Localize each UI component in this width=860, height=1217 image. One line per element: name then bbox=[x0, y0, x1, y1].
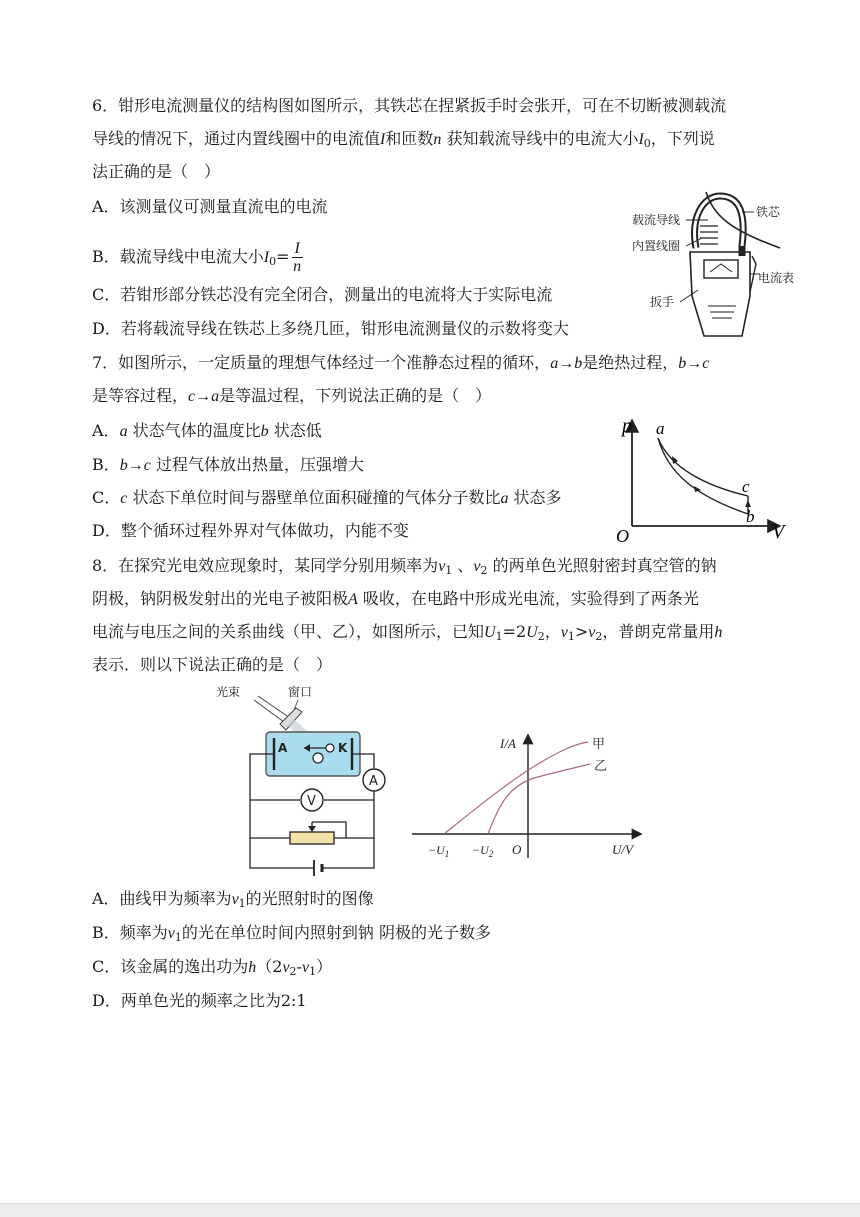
q7-option-c bbox=[92, 487, 562, 510]
q7-option-b bbox=[92, 454, 364, 477]
var-nu1: ν bbox=[301, 959, 310, 976]
q8-option-c bbox=[92, 956, 332, 983]
label-anode: A bbox=[278, 741, 288, 755]
var-nu1: ν bbox=[560, 624, 568, 641]
label-cathode: K bbox=[338, 741, 348, 755]
label-window: 窗口 bbox=[288, 685, 313, 699]
q8-text: 的光在单位时间内照射到钠 阴极的光子数多 bbox=[181, 923, 491, 942]
var-u1: U bbox=[484, 624, 496, 641]
q8-text: C．该金属的逸出功为 bbox=[92, 957, 249, 976]
var-b: b bbox=[260, 423, 269, 440]
q7-text: B． bbox=[92, 455, 120, 474]
var-u2: U bbox=[526, 624, 538, 641]
pv-point-c: c bbox=[742, 477, 750, 496]
label-curve-jia: 甲 bbox=[592, 737, 606, 752]
q7-text: C． bbox=[92, 488, 121, 507]
pv-origin: O bbox=[616, 526, 629, 546]
ammeter-label: A bbox=[369, 774, 378, 789]
q8-text: 的光照射时的图像 bbox=[245, 889, 374, 908]
page-bottom-strip bbox=[0, 1203, 860, 1217]
pv-label-p: p bbox=[622, 415, 632, 437]
pv-point-b: b bbox=[746, 507, 755, 526]
q6-option-c: C．若钳形部分铁芯没有完全闭合，测量出的电流将大于实际电流 bbox=[92, 285, 553, 304]
var-a: a bbox=[119, 423, 128, 440]
var-I: I bbox=[380, 131, 386, 148]
q6-text: 和匝数 bbox=[385, 129, 434, 148]
q8-text: 吸收，在电路中形成光电流，实验得到了两条光 bbox=[357, 589, 699, 608]
var-I0: I bbox=[263, 249, 270, 266]
q8-text: 电流与电压之间的关系曲线（甲、乙），如图所示，已知 bbox=[92, 622, 485, 641]
iu-graph bbox=[408, 730, 648, 862]
var-n: n bbox=[433, 131, 442, 148]
subscript: 0 bbox=[269, 255, 277, 268]
pv-graph bbox=[606, 416, 796, 546]
q8-option-b bbox=[92, 922, 491, 949]
var-a: a bbox=[500, 490, 509, 507]
q7-text: A． bbox=[92, 421, 120, 440]
fraction-numerator: I bbox=[292, 240, 303, 258]
q6-stem-line-2 bbox=[92, 128, 715, 155]
label-wire: 载流导线 bbox=[632, 213, 681, 227]
q6-text: ，下列说 bbox=[650, 129, 715, 148]
var-nu2: ν bbox=[282, 959, 290, 976]
subscript: 2 bbox=[480, 564, 488, 577]
label-coil: 内置线圈 bbox=[632, 239, 681, 253]
q7-text: 过程气体放出热量，压强增大 bbox=[150, 455, 364, 474]
subscript: 2 bbox=[595, 630, 603, 643]
var-nu1: ν bbox=[231, 891, 239, 908]
subscript: 2 bbox=[289, 965, 297, 978]
q7-text: 7．如图所示，一定质量的理想气体经过一个准静态过程的循环， bbox=[92, 353, 551, 372]
tick-minus-u1: $-U_1$ bbox=[428, 843, 450, 859]
subscript: 1 bbox=[238, 897, 246, 910]
q8-text: ， bbox=[544, 622, 561, 641]
q6-stem-line-3: 法正确的是（ ） bbox=[92, 162, 221, 181]
subscript: 1 bbox=[567, 630, 575, 643]
q6-stem-line-1: 6．钳形电流测量仪的结构图如图所示，其铁芯在捏紧扳手时会张开，可在不切断被测载流 bbox=[92, 96, 727, 115]
var-c: c bbox=[120, 490, 128, 507]
pv-label-v: V bbox=[772, 521, 785, 543]
var-nu1: ν bbox=[438, 558, 446, 575]
subscript: 1 bbox=[495, 630, 503, 643]
q7-option-d: D．整个循环过程外界对气体做功，内能不变 bbox=[92, 521, 409, 540]
q8-text: A．曲线甲为频率为 bbox=[92, 889, 232, 908]
process-ab: a→b bbox=[550, 355, 583, 372]
photoelectric-circuit bbox=[214, 682, 394, 874]
label-curve-yi: 乙 bbox=[594, 759, 608, 774]
curve-yi bbox=[488, 764, 590, 834]
q7-text: 状态下单位时间与器壁单位面积碰撞的气体分子数比 bbox=[127, 488, 501, 507]
var-nu2: ν bbox=[588, 624, 596, 641]
q7-stem-line-2 bbox=[92, 385, 491, 408]
var-nu1: ν bbox=[167, 925, 175, 942]
q6-option-a: A．该测量仪可测量直流电的电流 bbox=[92, 197, 328, 216]
q6-text: B．载流导线中电流大小 bbox=[92, 247, 264, 266]
q8-text: 阴极，钠阴极发射出的光电子被阳极 bbox=[92, 589, 349, 608]
q7-text: 状态多 bbox=[508, 488, 562, 507]
fraction bbox=[292, 240, 303, 275]
process-bc: b→c bbox=[678, 355, 710, 372]
var-h: h bbox=[714, 624, 723, 641]
q8-text: - bbox=[296, 957, 302, 976]
q8-text: （2 bbox=[256, 957, 283, 976]
equals-sign: = bbox=[276, 247, 290, 266]
q8-option-a bbox=[92, 888, 374, 915]
q6-text: 导线的情况下，通过内置线圈中的电流值 bbox=[92, 129, 381, 148]
label-handle: 扳手 bbox=[650, 295, 675, 309]
q7-text: 状态低 bbox=[268, 421, 322, 440]
q7-text: 状态气体的温度比 bbox=[127, 421, 261, 440]
q8-text: ） bbox=[316, 957, 333, 976]
subscript: 1 bbox=[174, 931, 182, 944]
var-I0: I bbox=[638, 131, 644, 148]
subscript: 1 bbox=[309, 965, 317, 978]
pv-point-a: a bbox=[656, 419, 665, 438]
q8-text: > bbox=[574, 622, 589, 641]
q8-stem-line-3 bbox=[92, 621, 722, 648]
process-ca: c→a bbox=[188, 388, 220, 405]
var-h: h bbox=[248, 959, 257, 976]
var-anode: A bbox=[348, 591, 358, 608]
tick-minus-u2: $-U_2$ bbox=[472, 843, 494, 859]
label-light-beam: 光束 bbox=[216, 685, 241, 699]
q8-stem-line-2 bbox=[92, 588, 699, 611]
q8-text: B．频率为 bbox=[92, 923, 168, 942]
iu-label-u: U/V bbox=[612, 842, 633, 857]
subscript: 2 bbox=[537, 630, 545, 643]
q6-option-b bbox=[92, 240, 303, 275]
subscript: 0 bbox=[643, 137, 651, 150]
q8-stem-line-4: 表示．则以下说法正确的是（ ） bbox=[92, 655, 333, 674]
var-nu2: ν bbox=[473, 558, 481, 575]
q8-text: =2 bbox=[502, 622, 527, 641]
ammeter-display bbox=[704, 260, 738, 278]
q7-stem-line-1 bbox=[92, 352, 709, 375]
iu-origin: O bbox=[512, 842, 522, 857]
subscript: 1 bbox=[445, 564, 453, 577]
fraction-denominator: n bbox=[293, 258, 302, 275]
q8-option-d: D．两单色光的频率之比为2:1 bbox=[92, 991, 307, 1010]
q6-option-d: D．若将载流导线在铁芯上多绕几匝，钳形电流测量仪的示数将变大 bbox=[92, 319, 569, 338]
q6-text: 获知载流导线中的电流大小 bbox=[441, 129, 639, 148]
curve-ab bbox=[658, 438, 748, 514]
voltmeter-label: V bbox=[307, 794, 316, 809]
q8-text: ，普朗克常量用 bbox=[602, 622, 715, 641]
clamp-meter-figure bbox=[600, 186, 810, 346]
q8-text: 的两单色光照射密封真空管的钠 bbox=[487, 556, 717, 575]
q7-text: 是等容过程， bbox=[92, 386, 189, 405]
rheostat bbox=[290, 832, 334, 844]
q7-text: 是等温过程，下列说法正确的是（ ） bbox=[219, 386, 492, 405]
q8-text: 8．在探究光电效应现象时，某同学分别用频率为 bbox=[92, 556, 439, 575]
q8-text: 、 bbox=[452, 556, 474, 575]
label-iron-core: 铁芯 bbox=[756, 205, 781, 219]
process-bc: b→c bbox=[119, 457, 151, 474]
iu-label-i: I/A bbox=[500, 736, 516, 751]
label-ammeter: 电流表 bbox=[758, 271, 795, 285]
q7-option-a bbox=[92, 420, 322, 443]
q8-stem-line-1 bbox=[92, 555, 717, 582]
q7-text: 是绝热过程， bbox=[582, 353, 679, 372]
